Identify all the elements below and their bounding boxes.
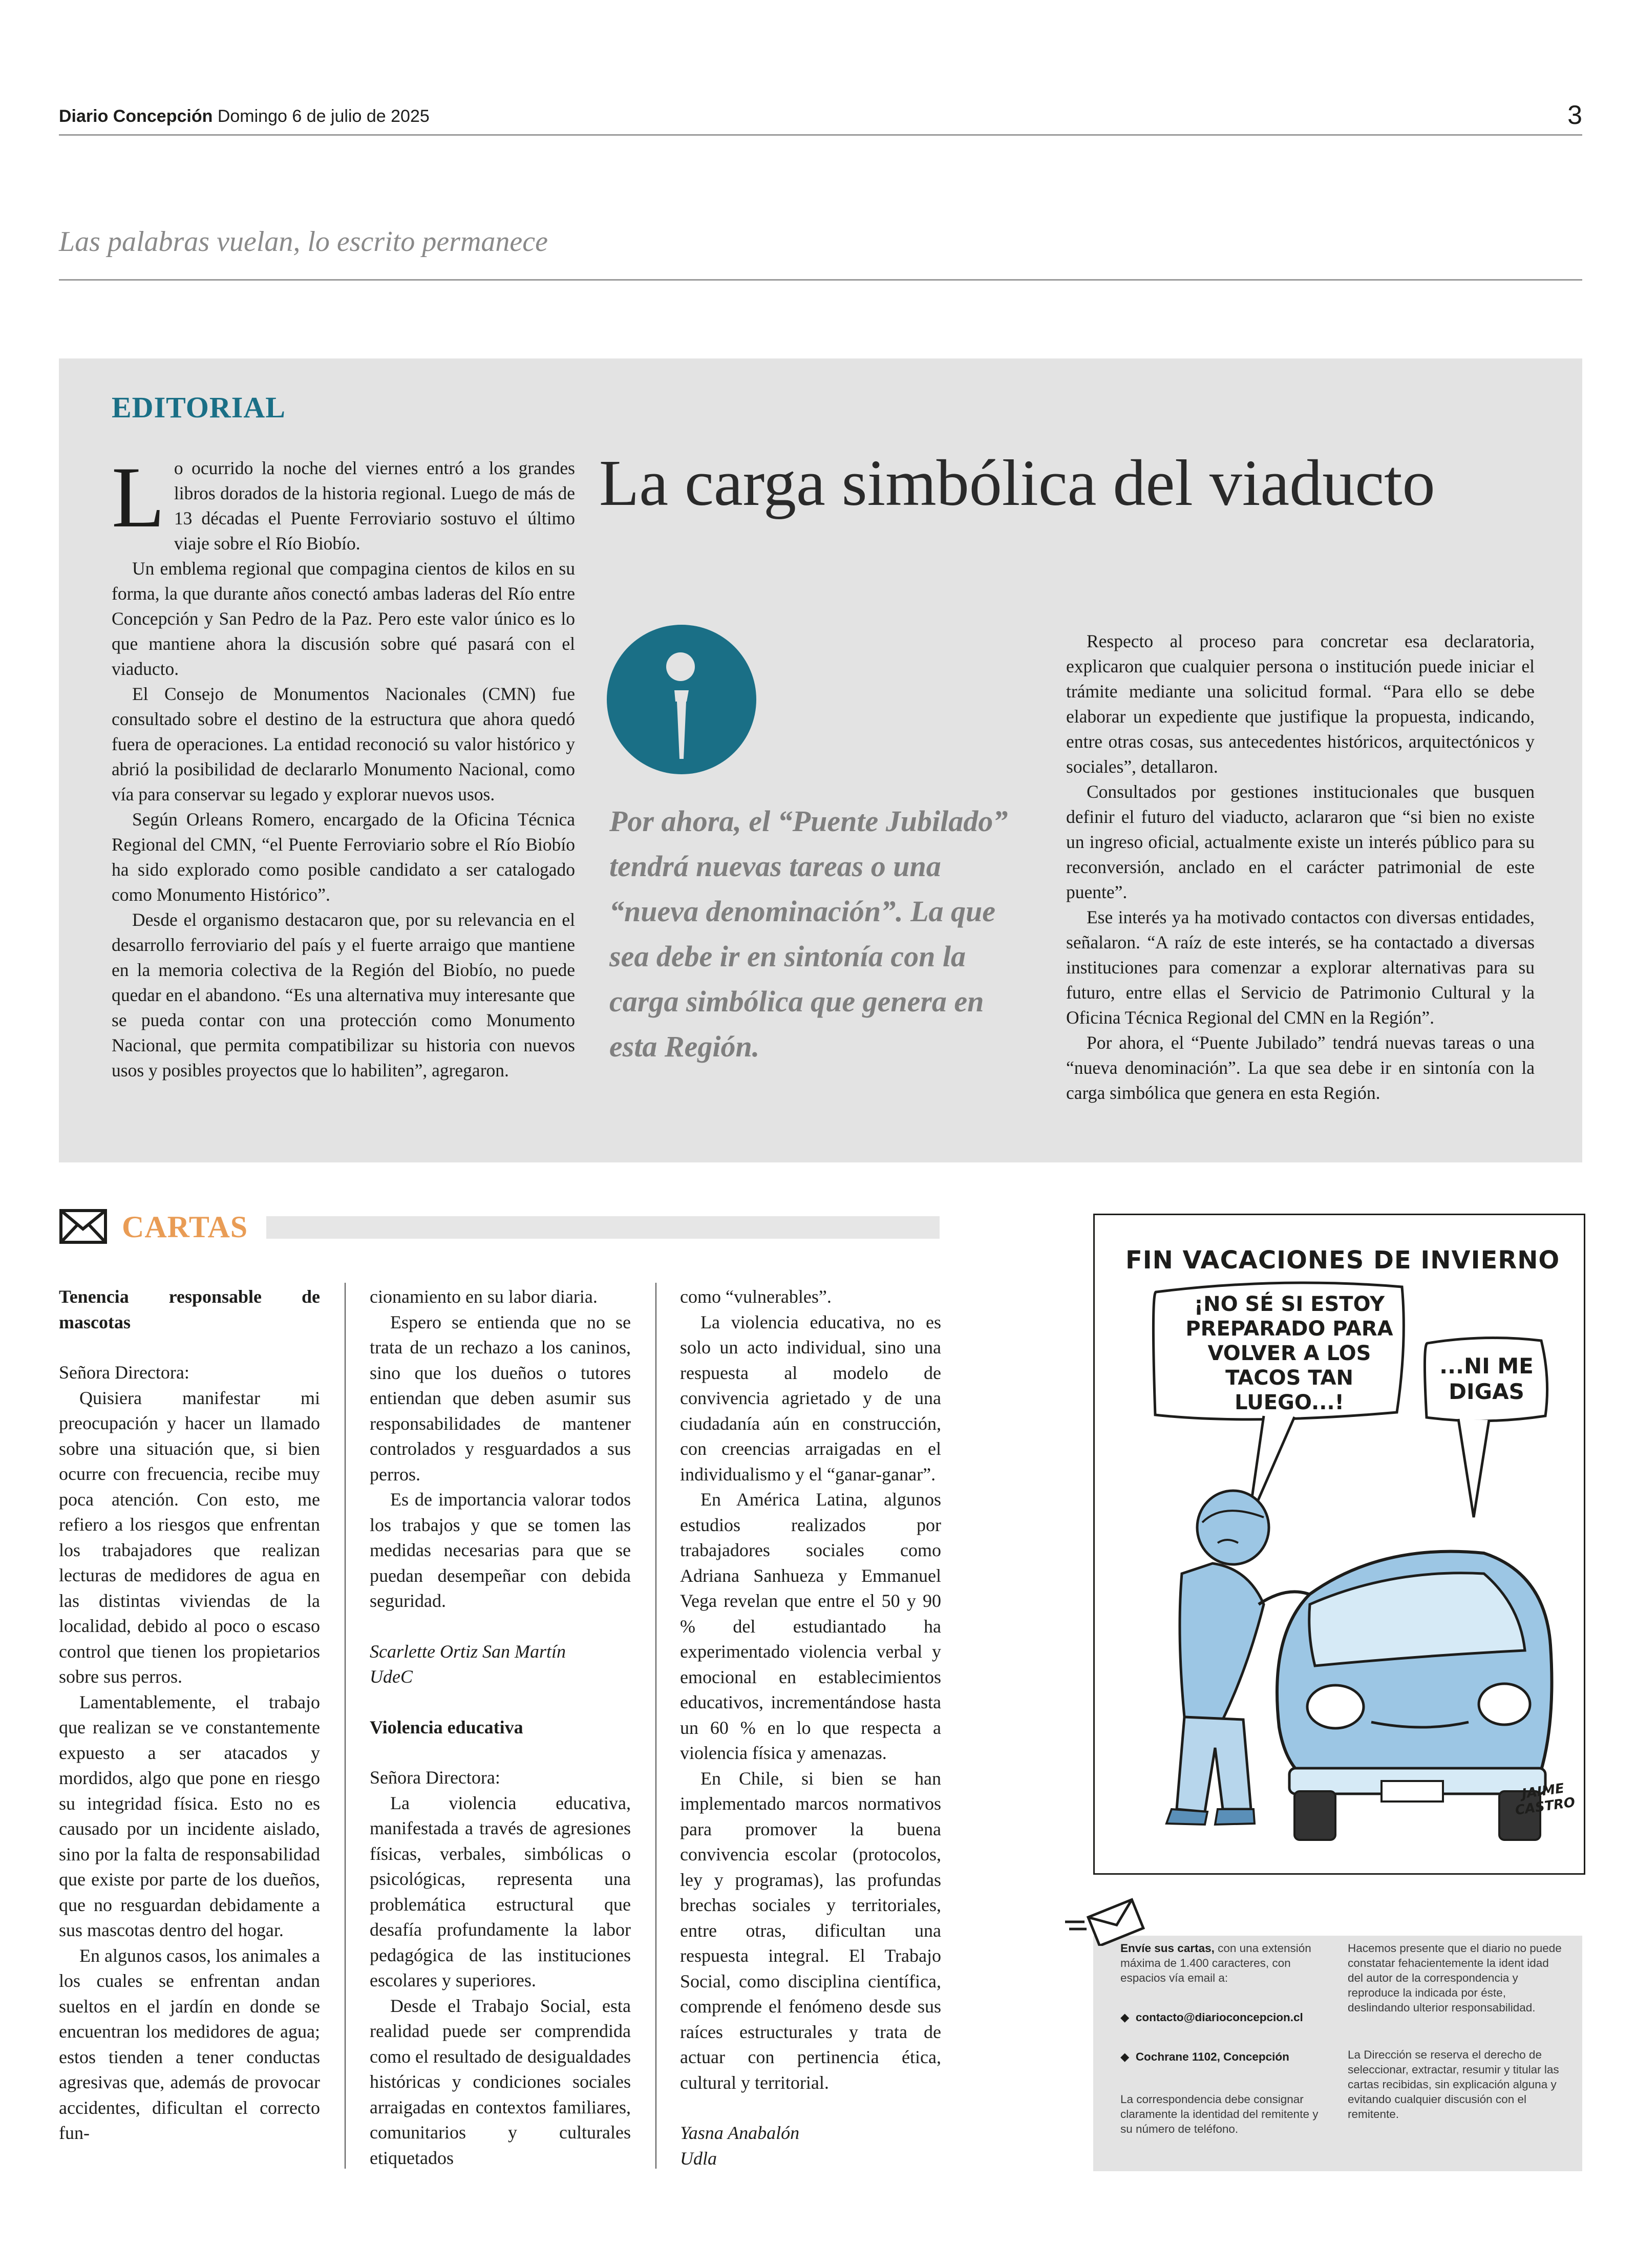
letters-column-1 (59, 1284, 320, 2146)
cartoonist-signature: JAIME CASTRO (1514, 1781, 1576, 1818)
letter-paragraph: En algunos casos, los animales a los cuales se enfrentan andan sueltos en el jardín en donde se encuentran los medidores de agua; estos tienden a tener conductas agresivas que, además de provocar accidentes, dificultan el correcto fun- (59, 1945, 320, 2143)
letter-paragraph-continued: como “vulnerables”. (680, 1286, 832, 1307)
cartoon (1093, 1214, 1585, 1875)
editorial-paragraph: Desde el organismo destacaron que, por su relevancia en el desarrollo ferroviario del país y el fuerte arraigo que mantiene en la memoria colectiva de la Región del Biobío, no puede quedar en el abandono. “Es una alternativa muy interesante que se pueda contar con una protección como Monumento Nacional, que permita compatibilizar su historia con nuevos usos y posibles proyectos que lo habiliten”, agregaron. (112, 909, 575, 1080)
editorial-column-3 (1066, 629, 1535, 1106)
editorial-paragraph: Ese interés ya ha motivado contactos con diversas entidades, señalaron. “A raíz de este interés, se ha contactado a diversas instituciones para comenzar a explorar alternativas para su futuro, entre ellas el Servicio de Patrimonio Cultural y la Oficina Técnica Regional del CMN en la Región”. (1066, 907, 1535, 1028)
letter-signature-name: Scarlette Ortiz San Martín (370, 1641, 566, 1662)
info-icon (607, 625, 756, 774)
cartas-header-bar (266, 1216, 940, 1239)
letter-title: Tenencia responsable de mascotas (59, 1286, 320, 1332)
letter-salutation: Señora Directora: (370, 1767, 500, 1788)
column-rule (345, 1283, 346, 2169)
slogan-rule (59, 279, 1582, 281)
issue-date: Domingo 6 de julio de 2025 (217, 107, 430, 126)
envelope-icon (59, 1209, 108, 1244)
letter-paragraph: La violencia educativa, no es solo un acto individual, sino una respuesta al modelo de convivencia agrietado y de una ciudadanía aún en construcción, con creencias arraigadas en el individualismo y el “ganar-ganar”. (680, 1311, 941, 1485)
editorial-paragraph: Consultados por gestiones institucionales que busquen definir el futuro del viaducto, aclararon que “si bien no existe un ingreso oficial, actualmente existe un interés público para su reconversión, anclado en el carácter patrimonial de este puente”. (1066, 781, 1535, 902)
masthead (59, 107, 430, 126)
letter-paragraph: En Chile, si bien se han implementado marcos normativos para promover la buena convivencia escolar (protocolos, ley y programas), las profundas brechas sociales y territoriales, entre otras, dificultan una respuesta integral. El Trabajo Social, como disciplina científica, comprende el fenómeno desde sus raíces estructurales y trata de actuar con pertinencia ética, cultural y territorial. (680, 1768, 941, 2093)
editorial-first-paragraph: Lo ocurrido la noche del viernes entró a los grandes libros dorados de la historia regional. Luego de más de 13 décadas el Puente Ferroviario sostuvo el último viaje sobre el Río Biobío. (112, 449, 575, 554)
editorial-paragraph: El Consejo de Monumentos Nacionales (CMN) fue consultado sobre el destino de la estructura que ahora quedó fuera de operaciones. La entidad reconoció su valor histórico y abrió la posibilidad de declararlo Monumento Nacional, como vía para conservar su legado y explorar nuevos usos. (112, 684, 575, 804)
info-consign-note: La correspondencia debe consignar claramente la identidad del remitente y su número de teléfono. (1120, 2093, 1319, 2135)
editorial-paragraph: Por ahora, el “Puente Jubilado” tendrá nuevas tareas o una “nueva denominación”. La que sea debe ir en sintonía con la carga simbólica que genera en esta Región. (1066, 1032, 1535, 1103)
editorial-label: EDITORIAL (112, 391, 286, 424)
speech-balloon-right: ...NI ME DIGAS (1439, 1353, 1534, 1404)
letter-paragraph: Es de importancia valorar todos los trabajos y que se tomen las medidas necesarias para que se puedan desempeñar con debida seguridad. (370, 1489, 631, 1611)
envelope-send-icon (1064, 1897, 1146, 1946)
letter-salutation: Señora Directora: (59, 1362, 189, 1383)
drop-cap: L (112, 449, 165, 545)
letter-paragraph: La violencia educativa, manifestada a través de agresiones físicas, verbales, simbólicas o psicológicas, representa una problemática estructural que desafía profundamente la labor pedagógica de las instituciones escolares y superiores. (370, 1792, 631, 1990)
editorial-column-1 (112, 449, 575, 1083)
cartas-label: CARTAS (122, 1210, 248, 1244)
editorial-paragraph: Respecto al proceso para concretar esa declaratoria, explicaron que cualquier persona o institución puede iniciar el trámite mediante una solicitud formal. “Para ello se debe elaborar un expediente que justifique la propuesta, indicando, entre otras cosas, sus antecedentes históricos, arquitectónicos y sociales”, detallaron. (1066, 631, 1535, 777)
letter-signature-name: Yasna Anabalón (680, 2123, 800, 2143)
letter-paragraph: En América Latina, algunos estudios realizados por trabajadores sociales como Adriana Sanhueza y Emmanuel Vega revelan que entre el 50 y 90 % del estudiantado ha experimentado violencia verbal y emocional en establecimientos educativos, incrementándose hasta un 60 % en lo que respecta a violencia física y amenazas. (680, 1489, 941, 1763)
letter-signature-affiliation: Udla (680, 2148, 717, 2169)
letter-title: Violencia educativa (370, 1716, 523, 1737)
header-rule (59, 134, 1582, 136)
speech-balloon-left: ¡NO SÉ SI ESTOY PREPARADO PARA VOLVER A LOS TACOS TAN LUEGO...! (1185, 1292, 1393, 1414)
pull-quote: Por ahora, el “Puente Jubilado” tendrá nuevas tareas o una “nueva denominación”. La que sea debe ir en sintonía con la carga simbólica que genera en esta Región. (609, 804, 1008, 1063)
info-address: ◆ Cochrane 1102, Concepción (1120, 2050, 1289, 2063)
letters-column-3 (680, 1284, 941, 2171)
info-send-instructions: Envíe sus cartas, con una extensión máxima de 1.400 caracteres, con espacios vía email a: (1120, 1942, 1311, 1984)
letter-paragraph-continued: cionamiento en su labor diaria. (370, 1286, 598, 1307)
letter-paragraph: Espero se entienda que no se trata de un rechazo a los caninos, sino que los dueños o tutores entiendan que deben asumir sus responsabilidades de mantener controlados y resguardados a sus perros. (370, 1311, 631, 1485)
newspaper-name: Diario Concepción (59, 107, 213, 126)
info-email[interactable]: ◆ contacto@diarioconcepcion.cl (1120, 2011, 1303, 2024)
cartoon-title: FIN VACACIONES DE INVIERNO (1125, 1246, 1560, 1275)
letter-signature-affiliation: UdeC (370, 1666, 413, 1687)
page-number: 3 (1567, 100, 1582, 130)
section-slogan: Las palabras vuelan, lo escrito permanece (59, 226, 548, 258)
letter-paragraph: Quisiera manifestar mi preocupación y hacer un llamado sobre una situación que, si bien ocurre con frecuencia, recibe muy poca atención. Con esto, me refiero a los riesgos que enfrentan los trabajadores que realizan lecturas de medidores de agua en las distintas viviendas de la localidad, debido al poco o escaso control que tienen los propietarios sobre sus perros. (59, 1387, 320, 1687)
letters-column-2 (370, 1284, 631, 2171)
letter-paragraph: Desde el Trabajo Social, esta realidad puede ser comprendida como el resultado de desigualdades históricas y condiciones sociales arraigadas en contextos familiares, comunitarios y culturales etiquetados (370, 1995, 631, 2168)
editorial-paragraph: Según Orleans Romero, encargado de la Oficina Técnica Regional del CMN, “el Puente Ferroviario sobre el Río Biobío ha sido explorado como posible candidato a ser catalogado como Monumento Histórico”. (112, 809, 575, 905)
editorial-title: La carga simbólica del viaducto (599, 447, 1435, 519)
column-rule (655, 1283, 656, 2169)
editorial-paragraph: Un emblema regional que compagina cientos de kilos en su forma, la que durante años conectó ambas laderas del Río entre Concepción y San Pedro de la Paz. Pero este valor único es lo que mantiene ahora la discusión sobre qué pasará con el viaducto. (112, 558, 575, 679)
info-disclaimer-identity: Hacemos presente que el diario no puede constatar fehacientemente la ident idad del autor de la correspondencia y reproduce la indicada por éste, deslindando ulterior responsabilidad. (1348, 1942, 1562, 2014)
letter-paragraph: Lamentablemente, el trabajo que realizan se ve constantemente expuesto a ser atacados y mordidos, algo que pone en riesgo su integridad física. Esto no es causado por un incidente aislado, sino por la falta de responsabilidad que existe por parte de los dueños, que no resguardan debidamente a sus mascotas dentro del hogar. (59, 1691, 320, 1940)
info-disclaimer-rights: La Dirección se reserva el derecho de seleccionar, extractar, resumir y titular las cartas recibidas, sin explicación alguna y evitando cualquier discusión con el remitente. (1348, 2048, 1559, 2121)
